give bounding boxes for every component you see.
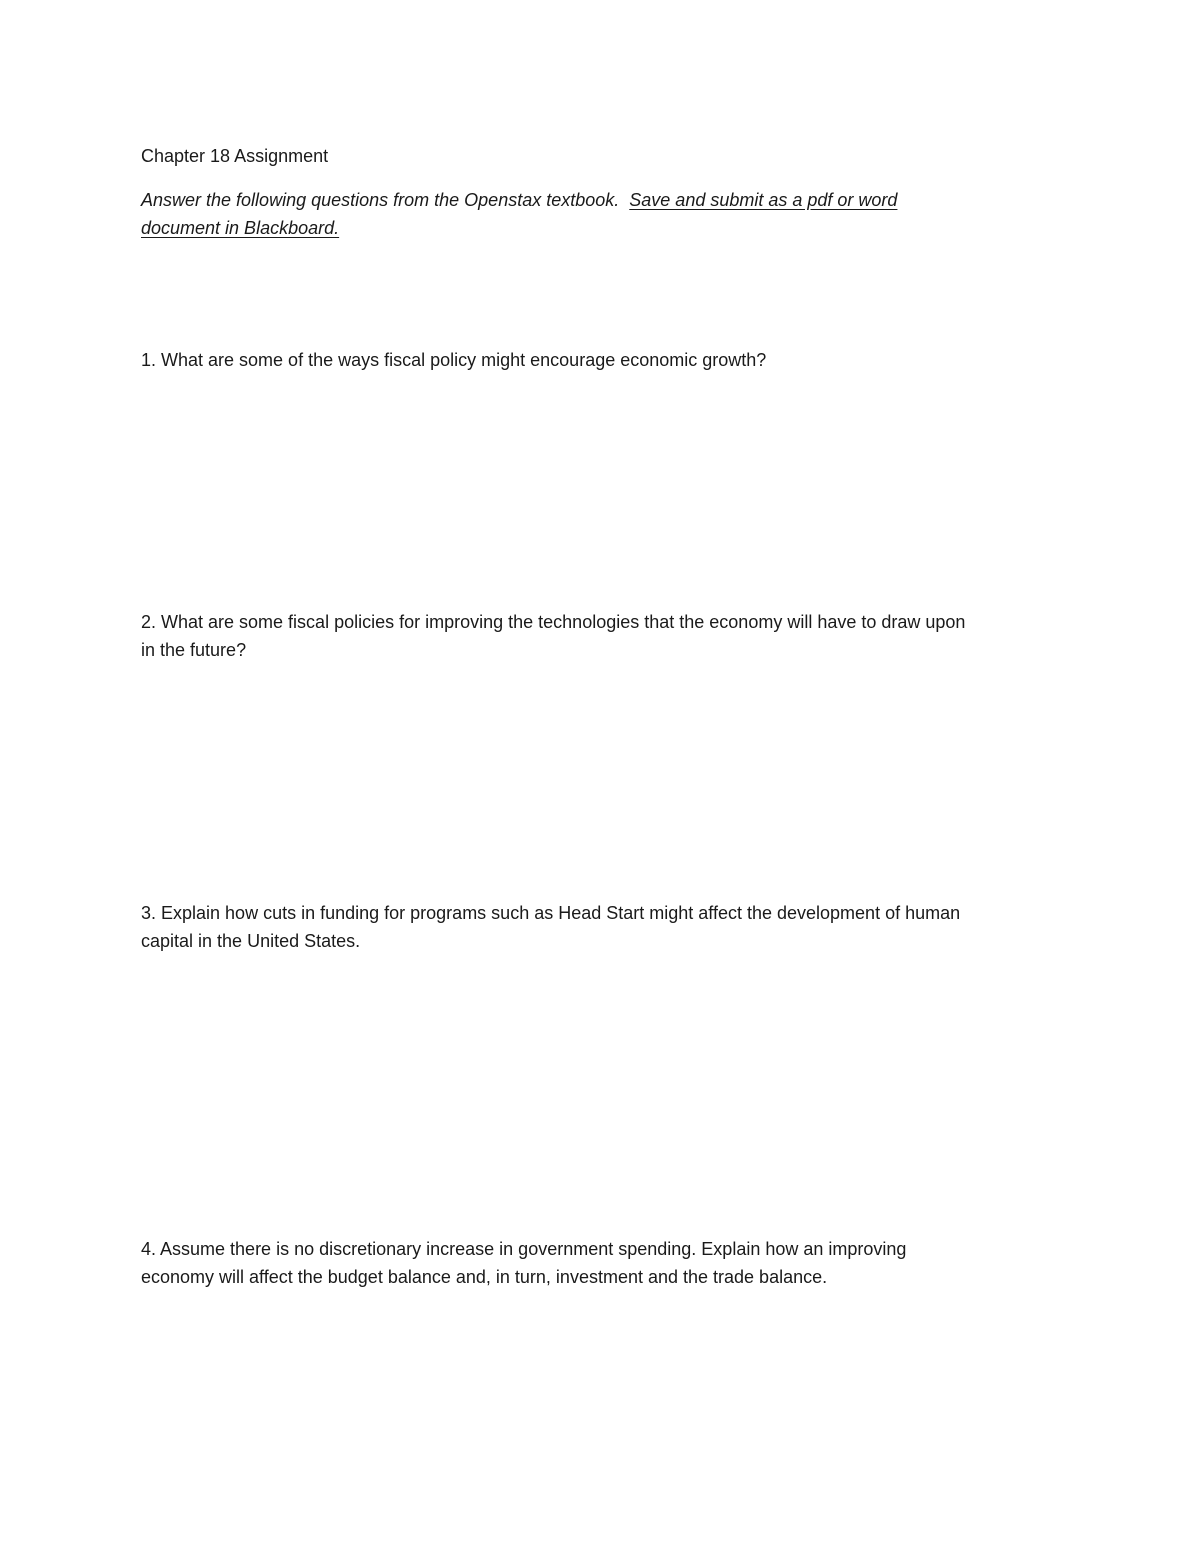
instructions-line-2 <box>141 214 1081 242</box>
question-2-line-2: in the future? <box>141 640 247 660</box>
instructions-submit-line-1: Save and submit as a pdf or word <box>629 190 898 210</box>
question-4-line-2: economy will affect the budget balance and, in turn, investment and the trade balance. <box>141 1267 828 1287</box>
question-1 <box>141 346 1081 374</box>
instructions-line-1 <box>141 186 1081 214</box>
question-3 <box>141 899 1081 955</box>
question-3-line-2: capital in the United States. <box>141 931 361 951</box>
question-2-line-1: 2. What are some fiscal policies for improving the technologies that the economy will have to draw upon <box>141 612 966 632</box>
question-3-line-1: 3. Explain how cuts in funding for programs such as Head Start might affect the development of human <box>141 903 961 923</box>
page-title: Chapter 18 Assignment <box>141 146 329 166</box>
instructions <box>141 186 1081 242</box>
question-4-line-1: 4. Assume there is no discretionary increase in government spending. Explain how an improving <box>141 1239 907 1259</box>
question-4 <box>141 1235 1081 1291</box>
question-1-line-1: 1. What are some of the ways fiscal policy might encourage economic growth? <box>141 350 767 370</box>
question-2 <box>141 608 1081 664</box>
instructions-submit-line-2: document in Blackboard. <box>141 218 340 238</box>
instructions-intro: Answer the following questions from the Openstax textbook. <box>141 190 620 210</box>
